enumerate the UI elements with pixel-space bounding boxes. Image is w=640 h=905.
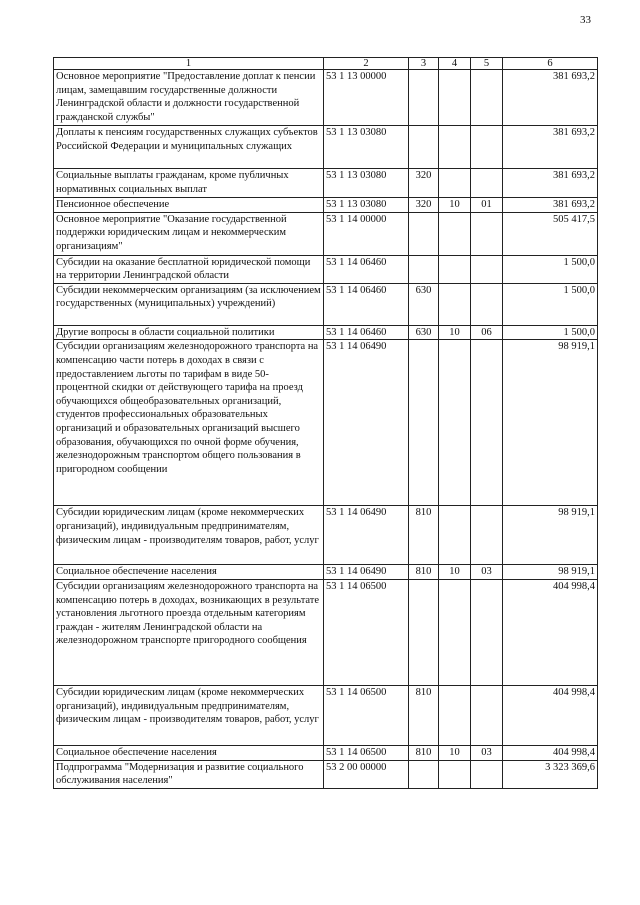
row-col3-cell xyxy=(409,760,439,788)
page-number: 33 xyxy=(580,14,591,26)
row-col4-cell xyxy=(439,126,471,169)
table-row xyxy=(54,565,598,580)
column-header: 6 xyxy=(503,58,598,70)
table-row xyxy=(54,745,598,760)
row-col3-cell xyxy=(409,212,439,255)
row-col4-cell: 10 xyxy=(439,198,471,213)
row-col4-cell xyxy=(439,579,471,685)
table-row xyxy=(54,760,598,788)
table-body xyxy=(54,70,598,789)
row-col5-cell: 01 xyxy=(471,198,503,213)
row-col3-cell xyxy=(409,340,439,506)
row-amount-cell: 1 500,0 xyxy=(503,325,598,340)
column-header: 4 xyxy=(439,58,471,70)
table-header-row xyxy=(54,58,598,70)
row-code-cell: 53 1 14 06490 xyxy=(324,340,409,506)
row-code-cell: 53 1 13 00000 xyxy=(324,70,409,126)
row-code-cell: 53 1 13 03080 xyxy=(324,169,409,198)
row-name-cell: Доплаты к пенсиям государственных служащих субъектов Российской Федерации и муниципальных служащих xyxy=(54,126,324,169)
row-name-cell: Субсидии некоммерческим организациям (за исключением государственных (муниципальных) учреждений) xyxy=(54,283,324,325)
table-row xyxy=(54,283,598,325)
row-amount-cell: 404 998,4 xyxy=(503,579,598,685)
row-amount-cell: 1 500,0 xyxy=(503,255,598,283)
row-col3-cell xyxy=(409,579,439,685)
row-name-cell: Пенсионное обеспечение xyxy=(54,198,324,213)
row-col5-cell xyxy=(471,126,503,169)
row-col3-cell xyxy=(409,126,439,169)
row-amount-cell: 98 919,1 xyxy=(503,565,598,580)
table-row xyxy=(54,579,598,685)
row-code-cell: 53 1 14 00000 xyxy=(324,212,409,255)
row-code-cell: 53 1 13 03080 xyxy=(324,198,409,213)
column-header: 2 xyxy=(324,58,409,70)
table-row xyxy=(54,198,598,213)
table-row xyxy=(54,255,598,283)
row-name-cell: Субсидии юридическим лицам (кроме некоммерческих организаций), индивидуальным предпринимателям, физическим лицам - производителям товаров, работ, услуг xyxy=(54,685,324,745)
row-code-cell: 53 2 00 00000 xyxy=(324,760,409,788)
row-name-cell: Социальное обеспечение населения xyxy=(54,745,324,760)
row-col3-cell: 810 xyxy=(409,565,439,580)
row-amount-cell: 505 417,5 xyxy=(503,212,598,255)
row-code-cell: 53 1 14 06500 xyxy=(324,685,409,745)
row-name-cell: Социальное обеспечение населения xyxy=(54,565,324,580)
row-name-cell: Субсидии организациям железнодорожного транспорта на компенсацию части потерь в доходах в связи с предоставлением льготы по тарифам в виде 50-процентной скидки от действующего тарифа на проезд обучающихся общеобразовательных организаций, студентов профессиональных образовательных организаций и образовательных организаций высшего образования, обучающихся по очной форме обучения, железнодорожным транспортом общего пользования в пригородном сообщении xyxy=(54,340,324,506)
row-col4-cell xyxy=(439,70,471,126)
row-col3-cell: 810 xyxy=(409,506,439,565)
row-col4-cell xyxy=(439,685,471,745)
row-name-cell: Основное мероприятие "Предоставление доплат к пенсии лицам, замещавшим государственные должности Ленинградской области и должности государственной гражданской службы" xyxy=(54,70,324,126)
row-col4-cell: 10 xyxy=(439,745,471,760)
row-amount-cell: 381 693,2 xyxy=(503,198,598,213)
table-row xyxy=(54,126,598,169)
budget-table xyxy=(53,57,598,789)
row-name-cell: Другие вопросы в области социальной политики xyxy=(54,325,324,340)
row-col4-cell: 10 xyxy=(439,565,471,580)
row-name-cell: Субсидии на оказание бесплатной юридической помощи на территории Ленинградской области xyxy=(54,255,324,283)
table-row xyxy=(54,340,598,506)
table-row xyxy=(54,506,598,565)
row-col5-cell xyxy=(471,685,503,745)
row-col5-cell: 03 xyxy=(471,565,503,580)
row-col4-cell xyxy=(439,340,471,506)
row-code-cell: 53 1 14 06500 xyxy=(324,745,409,760)
row-col3-cell xyxy=(409,70,439,126)
column-header: 3 xyxy=(409,58,439,70)
row-col5-cell xyxy=(471,169,503,198)
row-col3-cell: 320 xyxy=(409,169,439,198)
row-name-cell: Подпрограмма "Модернизация и развитие социального обслуживания населения" xyxy=(54,760,324,788)
row-col5-cell xyxy=(471,340,503,506)
row-amount-cell: 3 323 369,6 xyxy=(503,760,598,788)
row-col5-cell xyxy=(471,506,503,565)
row-amount-cell: 98 919,1 xyxy=(503,340,598,506)
table-row xyxy=(54,212,598,255)
row-code-cell: 53 1 14 06490 xyxy=(324,565,409,580)
row-col3-cell: 320 xyxy=(409,198,439,213)
row-amount-cell: 1 500,0 xyxy=(503,283,598,325)
row-col4-cell xyxy=(439,212,471,255)
row-col4-cell xyxy=(439,169,471,198)
row-col5-cell xyxy=(471,760,503,788)
row-amount-cell: 381 693,2 xyxy=(503,70,598,126)
column-header: 1 xyxy=(54,58,324,70)
row-col3-cell: 810 xyxy=(409,685,439,745)
row-col4-cell: 10 xyxy=(439,325,471,340)
row-col3-cell: 810 xyxy=(409,745,439,760)
row-col5-cell xyxy=(471,255,503,283)
row-name-cell: Субсидии организациям железнодорожного транспорта на компенсацию потерь в доходах, возникающих в результате установления льготного проезда отдельным категориям граждан - жителям Ленинградской области на железнодорожном транспорте пригородного сообщения xyxy=(54,579,324,685)
row-amount-cell: 404 998,4 xyxy=(503,685,598,745)
row-code-cell: 53 1 14 06460 xyxy=(324,325,409,340)
row-col5-cell: 06 xyxy=(471,325,503,340)
row-name-cell: Основное мероприятие "Оказание государственной поддержки юридическим лицам и некоммерческим организациям" xyxy=(54,212,324,255)
row-code-cell: 53 1 14 06500 xyxy=(324,579,409,685)
row-col3-cell: 630 xyxy=(409,283,439,325)
table-row xyxy=(54,685,598,745)
row-col3-cell xyxy=(409,255,439,283)
row-code-cell: 53 1 14 06460 xyxy=(324,255,409,283)
row-col5-cell xyxy=(471,283,503,325)
row-col5-cell: 03 xyxy=(471,745,503,760)
row-name-cell: Социальные выплаты гражданам, кроме публичных нормативных социальных выплат xyxy=(54,169,324,198)
row-code-cell: 53 1 14 06490 xyxy=(324,506,409,565)
row-code-cell: 53 1 14 06460 xyxy=(324,283,409,325)
row-col5-cell xyxy=(471,212,503,255)
column-header: 5 xyxy=(471,58,503,70)
row-col5-cell xyxy=(471,70,503,126)
row-amount-cell: 404 998,4 xyxy=(503,745,598,760)
row-col4-cell xyxy=(439,255,471,283)
row-amount-cell: 381 693,2 xyxy=(503,169,598,198)
row-col5-cell xyxy=(471,579,503,685)
table-row xyxy=(54,70,598,126)
row-col4-cell xyxy=(439,283,471,325)
row-code-cell: 53 1 13 03080 xyxy=(324,126,409,169)
row-col4-cell xyxy=(439,760,471,788)
table-row xyxy=(54,325,598,340)
row-name-cell: Субсидии юридическим лицам (кроме некоммерческих организаций), индивидуальным предпринимателям, физическим лицам - производителям товаров, работ, услуг xyxy=(54,506,324,565)
row-col3-cell: 630 xyxy=(409,325,439,340)
row-amount-cell: 98 919,1 xyxy=(503,506,598,565)
row-col4-cell xyxy=(439,506,471,565)
row-amount-cell: 381 693,2 xyxy=(503,126,598,169)
table-row xyxy=(54,169,598,198)
